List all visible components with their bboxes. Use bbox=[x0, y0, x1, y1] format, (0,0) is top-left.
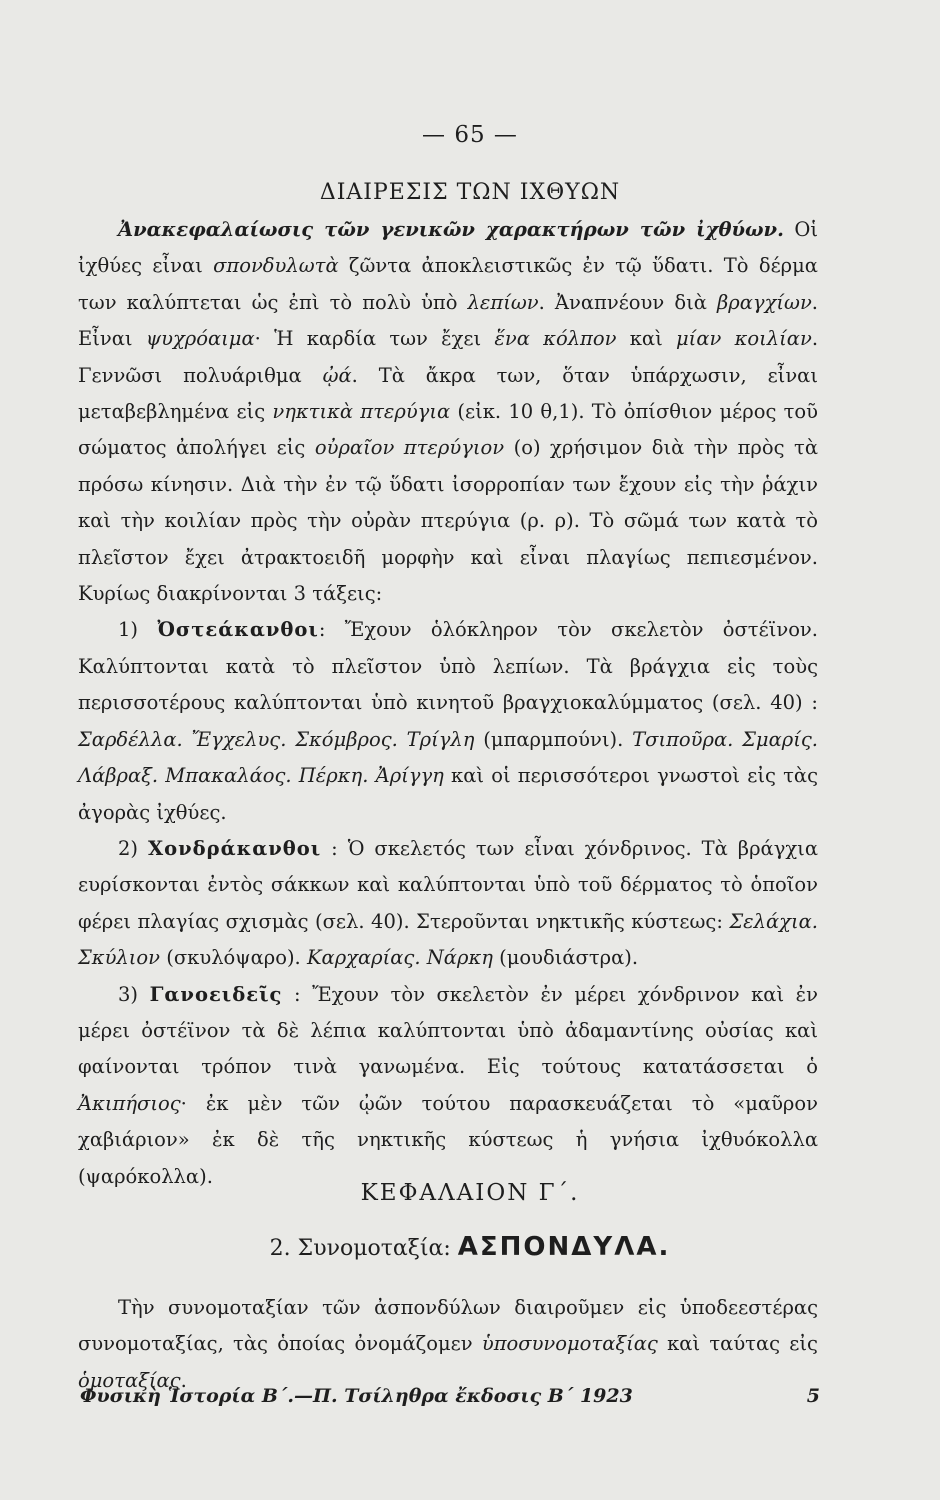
class-1-paragraph: 1) Ὀστεάκανθοι: Ἔχουν ὁλόκληρον τὸν σκελετὸν ὀστέϊνον. Καλύπτονται κατὰ τὸ πλεῖστον ὑπὸ λεπίων. Τὰ βράγχια εἰς τοὺς περισσοτέρους καλύπτονται ὑπὸ κινητοῦ βραγχιοκαλύμματος (σελ. 40) : Σαρδέλλα. Ἔγχελυς. Σκόμβρος. Τρίγλη (μπαρμπούνι). Τσιποῦρα. Σμαρίς. Λάβραξ. Μπακαλάος. Πέρκη. Ἀρίγγη καὶ οἱ περισσότεροι γνωστοὶ εἰς τὰς ἀγορὰς ἰχθύες. bbox=[78, 618, 818, 824]
fish-section-body bbox=[78, 212, 818, 1195]
class-3-paragraph: 3) Γανοειδεῖς : Ἔχουν τὸν σκελετὸν ἐν μέρει χόνδρινον καὶ ἐν μέρει ὀστέϊνον τὰ δὲ λέπια καλύπτονται ὑπὸ ἀδαμαντίνης οὐσίας καὶ φαίνονται τρόπον τινὰ γανωμένα. Εἰς τούτους κατατάσσεται ὁ Ἀκιπήσιος· ἐκ μὲν τῶν ᾠῶν τούτου παρασκευάζεται τὸ «μαῦρον χαβιάριον» ἐκ δὲ τῆς νηκτικῆς κύστεως ἡ γνήσια ἰχθυόκολλα (ψαρόκολλα). bbox=[78, 982, 818, 1188]
summary-paragraph: Ἀνακεφαλαίωσις τῶν γενικῶν χαρακτήρων τῶν ἰχθύων. Οἱ ἰχθύες εἶναι σπονδυλωτὰ ζῶντα ἀποκλειστικῶς ἐν τῷ ὕδατι. Τὸ δέρμα των καλύπτεται ὡς ἐπὶ τὸ πολὺ ὑπὸ λεπίων. Ἀναπνέουν διὰ βραγχίων. Εἶναι ψυχρόαιμα· Ἡ καρδία των ἔχει ἕνα κόλπον καὶ μίαν κοιλίαν. Γεννῶσι πολυάριθμα ᾠά. Τὰ ἄκρα των, ὅταν ὑπάρχωσιν, εἶναι μεταβεβλημένα εἰς νηκτικὰ πτερύγια (εἰκ. 10 θ,1). Τὸ ὀπίσθιον μέρος τοῦ σώματος ἀπολήγει εἰς οὐραῖον πτερύγιον (ο) χρήσιμον διὰ τὴν πρὸς τὰ πρόσω κίνησιν. Διὰ τὴν ἐν τῷ ὕδατι ἰσορροπίαν των ἔχουν εἰς τὴν ῥάχιν καὶ τὴν κοιλίαν πρὸς τὴν οὐρὰν πτερύγια (ρ. ρ). Τὸ σῶμά των κατὰ τὸ πλεῖστον ἔχει ἀτρακτοειδῆ μορφὴν καὶ εἶναι πλαγίως πεπιεσμένον. Κυρίως διακρίνονται 3 τάξεις: bbox=[78, 218, 819, 606]
page-footer bbox=[80, 1385, 820, 1407]
class-1-name: Ὀστεάκανθοι bbox=[157, 618, 319, 642]
subphylum-name: ΑΣΠΟΝΔΥΛΑ. bbox=[457, 1232, 671, 1262]
signature-number: 5 bbox=[806, 1385, 820, 1407]
class-2-paragraph: 2) Χονδράκανθοι : Ὁ σκελετός των εἶναι χόνδρινος. Τὰ βράγχια ευρίσκονται ἐντὸς σάκκων καὶ καλύπτονται ὑπὸ τοῦ δέρματος τὸ ὁποῖον φέρει πλαγίας σχισμὰς (σελ. 40). Στεροῦνται νηκτικῆς κύστεως: Σελάχια. Σκύλιον (σκυλόψαρο). Καρχαρίας. Νάρκη (μουδιάστρα). bbox=[78, 836, 818, 970]
summary-heading: Ἀνακεφαλαίωσις τῶν γενικῶν χαρακτήρων τῶν ἰχθύων. bbox=[118, 218, 784, 241]
footer-signature: Φυσικὴ Ἱστορία Β΄.—Π. Τσίληθρα ἔκδοσις Β΄ 1923 bbox=[80, 1385, 633, 1407]
intro-body bbox=[78, 1290, 818, 1399]
intro-paragraph: Τὴν συνομοταξίαν τῶν ἀσπονδύλων διαιροῦμεν εἰς ὑποδεεστέρας συνομοταξίας, τὰς ὁποίας ὀνομάζομεν ὑποσυνομοταξίας καὶ ταύτας εἰς ὁμοταξίας. bbox=[78, 1296, 818, 1392]
class-2-name: Χονδράκανθοι bbox=[147, 836, 322, 860]
section-title: ΔΙΑΙΡΕΣΙΣ ΤΩΝ ΙΧΘΥΩΝ bbox=[319, 180, 621, 205]
chapter-heading: ΚΕΦΑΛΑΙΟΝ Γ΄. bbox=[360, 1180, 580, 1206]
class-3-name: Γανοειδεῖς bbox=[149, 982, 283, 1006]
subphylum-heading: 2. Συνομοταξία: ΑΣΠΟΝΔΥΛΑ. bbox=[269, 1232, 671, 1262]
page-number: — 65 — bbox=[422, 122, 518, 148]
